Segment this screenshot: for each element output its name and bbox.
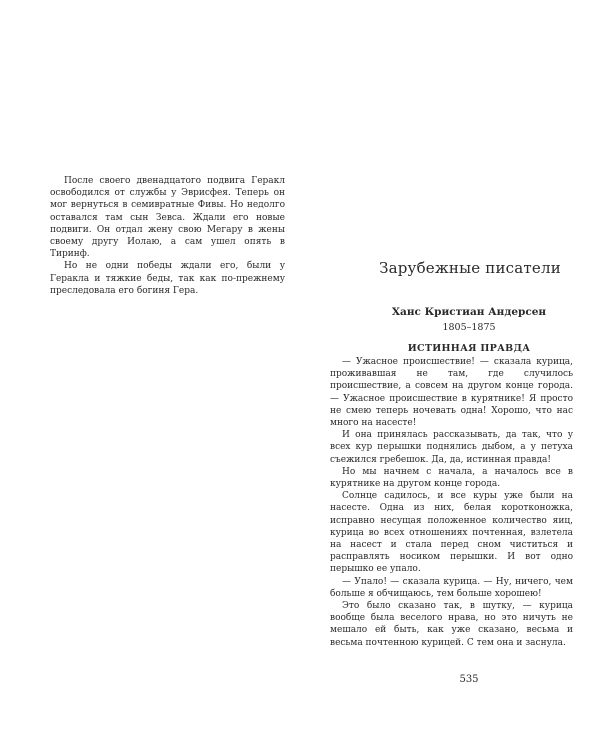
paragraph: Но не одни победы ждали его, были у Геракла и тяжкие беды, так как по-прежнему преследовала его богиня Гера. (50, 261, 285, 296)
author-name: Ханс Кристиан Андерсен (391, 306, 547, 318)
paragraph: — Ужасное происшествие! — сказала курица, проживавшая не там, где случилось происшествие, а совсем на другом конце города. — Ужасное происшествие в курятнике! Я просто не смею теперь ночевать одна! Хорошо, что нас много на насесте! (330, 357, 573, 429)
right-page (300, 0, 600, 750)
paragraph: Солнце садилось, и все куры уже были на насесте. Одна из них, белая коротконожка, исправно несущая положенное количество яиц, курица во всех отношениях почтенная, взлетела на насест и стала перед сном чиститься и расправлять носиком перышки. И вот одно перышко ее упало. (330, 491, 573, 575)
story-title: ИСТИННАЯ ПРАВДА (407, 343, 531, 354)
paragraph: Но мы начнем с начала, а началось все в курятнике на другом конце города. (330, 466, 573, 490)
paragraph: — Упало! — сказала курица. — Ну, ничего, чем больше я обчищаюсь, тем больше хорошею! (330, 576, 573, 599)
story-text (330, 356, 573, 649)
paragraph: После своего двенадцатого подвига Геракл освободился от службы у Эврисфея. Теперь он мог вернуться в семивратные Фивы. Но недолго оставался там сын Зевса. Ждали его новые подвиги. Он отдал жену свою Мегару в жены своему другу Иолаю, а сам ушел опять в Тиринф. (50, 176, 285, 260)
author-years: 1805–1875 (442, 322, 496, 333)
paragraph: Это было сказано так, в шутку, — курица вообще была веселого нрава, но это ничуть не мешало ей быть, как уже сказано, весьма и весьма почтенною курицей. С тем она и заснула. (330, 601, 573, 648)
page-number: 535 (459, 674, 479, 685)
left-page-text (50, 175, 285, 297)
section-title: Зарубежные писатели (379, 259, 561, 277)
paragraph: И она принялась рассказывать, да так, что у всех кур перышки поднялись дыбом, а у петуха съежился гребешок. Да, да, истинная правда! (330, 430, 573, 465)
